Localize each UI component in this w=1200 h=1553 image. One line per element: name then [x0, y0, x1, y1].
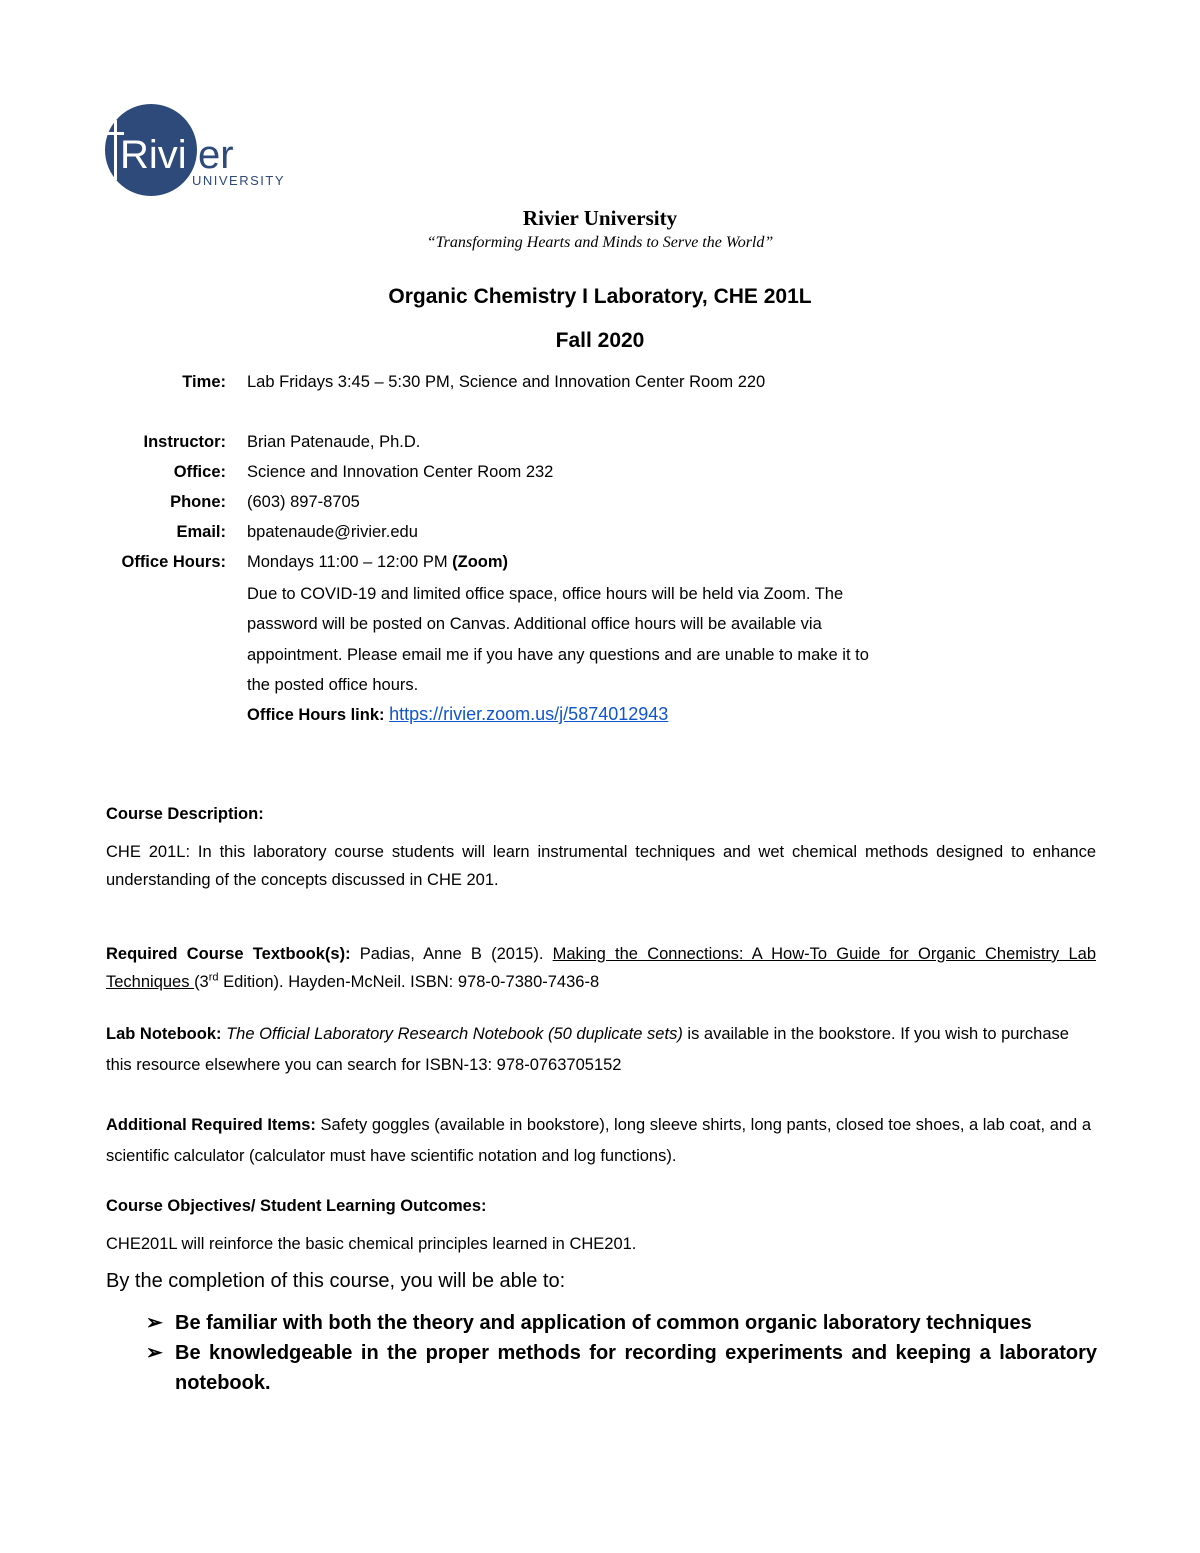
office-hours-note-line: the posted office hours.	[247, 676, 419, 694]
email-value: bpatenaude@rivier.edu	[247, 523, 418, 541]
logo-wordmark-out-circle: er	[198, 133, 234, 177]
logo-graphic	[104, 102, 304, 198]
course-term: Fall 2020	[555, 329, 645, 352]
objective-item: Be familiar with both the theory and application of common organic laboratory techniques	[175, 1312, 1032, 1334]
textbook-paragraph	[106, 940, 1096, 996]
notebook-paragraph	[106, 1019, 1096, 1081]
objectives-heading: Course Objectives/ Student Learning Outcomes:	[106, 1197, 487, 1215]
description-heading: Course Description:	[106, 805, 264, 823]
office-hours-zoom: (Zoom)	[452, 553, 509, 571]
textbook-edition-post: Edition). Hayden-McNeil. ISBN: 978-0-7380-7436-8	[218, 973, 600, 991]
items-label: Additional Required Items:	[106, 1116, 316, 1134]
items-text: Safety goggles (available in bookstore), long sleeve shirts, long pants, closed toe shoes, a lab coat, and a scientific calculator (calculator must have scientific notation and log functions).	[106, 1116, 1091, 1165]
office-hours-note-line: password will be posted on Canvas. Additional office hours will be available via	[247, 615, 822, 633]
completion-heading: By the completion of this course, you will be able to:	[106, 1270, 566, 1292]
office-label: Office:	[173, 463, 226, 481]
arrow-bullet-icon: ➢	[146, 1312, 163, 1334]
objective-item: Be knowledgeable in the proper methods for recording experiments and keeping a laboratory notebook.	[175, 1342, 1097, 1394]
textbook-title: Making the Connections: A How-To Guide for Organic Chemistry Lab Techniques	[106, 945, 1096, 991]
textbook-edition-pre: (3	[194, 973, 209, 991]
office-hours-value	[247, 553, 508, 572]
time-label: Time:	[182, 373, 226, 391]
notebook-text: is available in the bookstore. If you wish to purchase this resource elsewhere you can search for ISBN-13: 978-0763705152	[106, 1025, 1069, 1074]
arrow-bullet-icon: ➢	[146, 1342, 163, 1364]
university-logo	[104, 102, 304, 198]
phone-label: Phone:	[170, 493, 226, 511]
textbook-label: Required Course Textbook(s):	[106, 945, 351, 963]
office-hours-link-row	[247, 704, 668, 725]
university-motto: “Transforming Hearts and Minds to Serve the World”	[426, 234, 774, 251]
textbook-edition-sup: rd	[208, 971, 219, 984]
notebook-title: The Official Laboratory Research Notebook (50 duplicate sets)	[221, 1025, 683, 1043]
description-text: CHE 201L: In this laboratory course students will learn instrumental techniques and wet chemical methods designed to enhance understanding of the concepts discussed in CHE 201.	[106, 843, 1096, 889]
office-hours-note-line: Due to COVID-19 and limited office space, office hours will be held via Zoom. The	[247, 585, 844, 603]
office-hours-note-line: appointment. Please email me if you have any questions and are unable to make it to	[247, 646, 869, 664]
textbook-author: Padias, Anne B (2015).	[350, 945, 553, 963]
office-hours-label: Office Hours:	[121, 553, 226, 571]
office-hours-link-label: Office Hours link:	[247, 706, 385, 724]
items-paragraph	[106, 1110, 1096, 1172]
time-value: Lab Fridays 3:45 – 5:30 PM, Science and Innovation Center Room 220	[247, 373, 766, 391]
email-label: Email:	[176, 523, 226, 541]
instructor-value: Brian Patenaude, Ph.D.	[247, 433, 421, 451]
zoom-link[interactable]: https://rivier.zoom.us/j/5874012943	[389, 704, 669, 724]
logo-wordmark-in-circle: Rivi	[120, 133, 187, 177]
notebook-label: Lab Notebook:	[106, 1025, 222, 1043]
logo-cross-vertical	[114, 120, 117, 180]
logo-subtext: UNIVERSITY	[192, 173, 286, 188]
office-hours-time: Mondays 11:00 – 12:00 PM	[247, 553, 453, 571]
university-name: Rivier University	[522, 206, 678, 230]
course-title: Organic Chemistry I Laboratory, CHE 201L	[388, 285, 812, 308]
objectives-intro: CHE201L will reinforce the basic chemical principles learned in CHE201.	[106, 1235, 637, 1253]
instructor-label: Instructor:	[143, 433, 226, 451]
phone-value: (603) 897-8705	[247, 493, 360, 511]
office-value: Science and Innovation Center Room 232	[247, 463, 554, 481]
